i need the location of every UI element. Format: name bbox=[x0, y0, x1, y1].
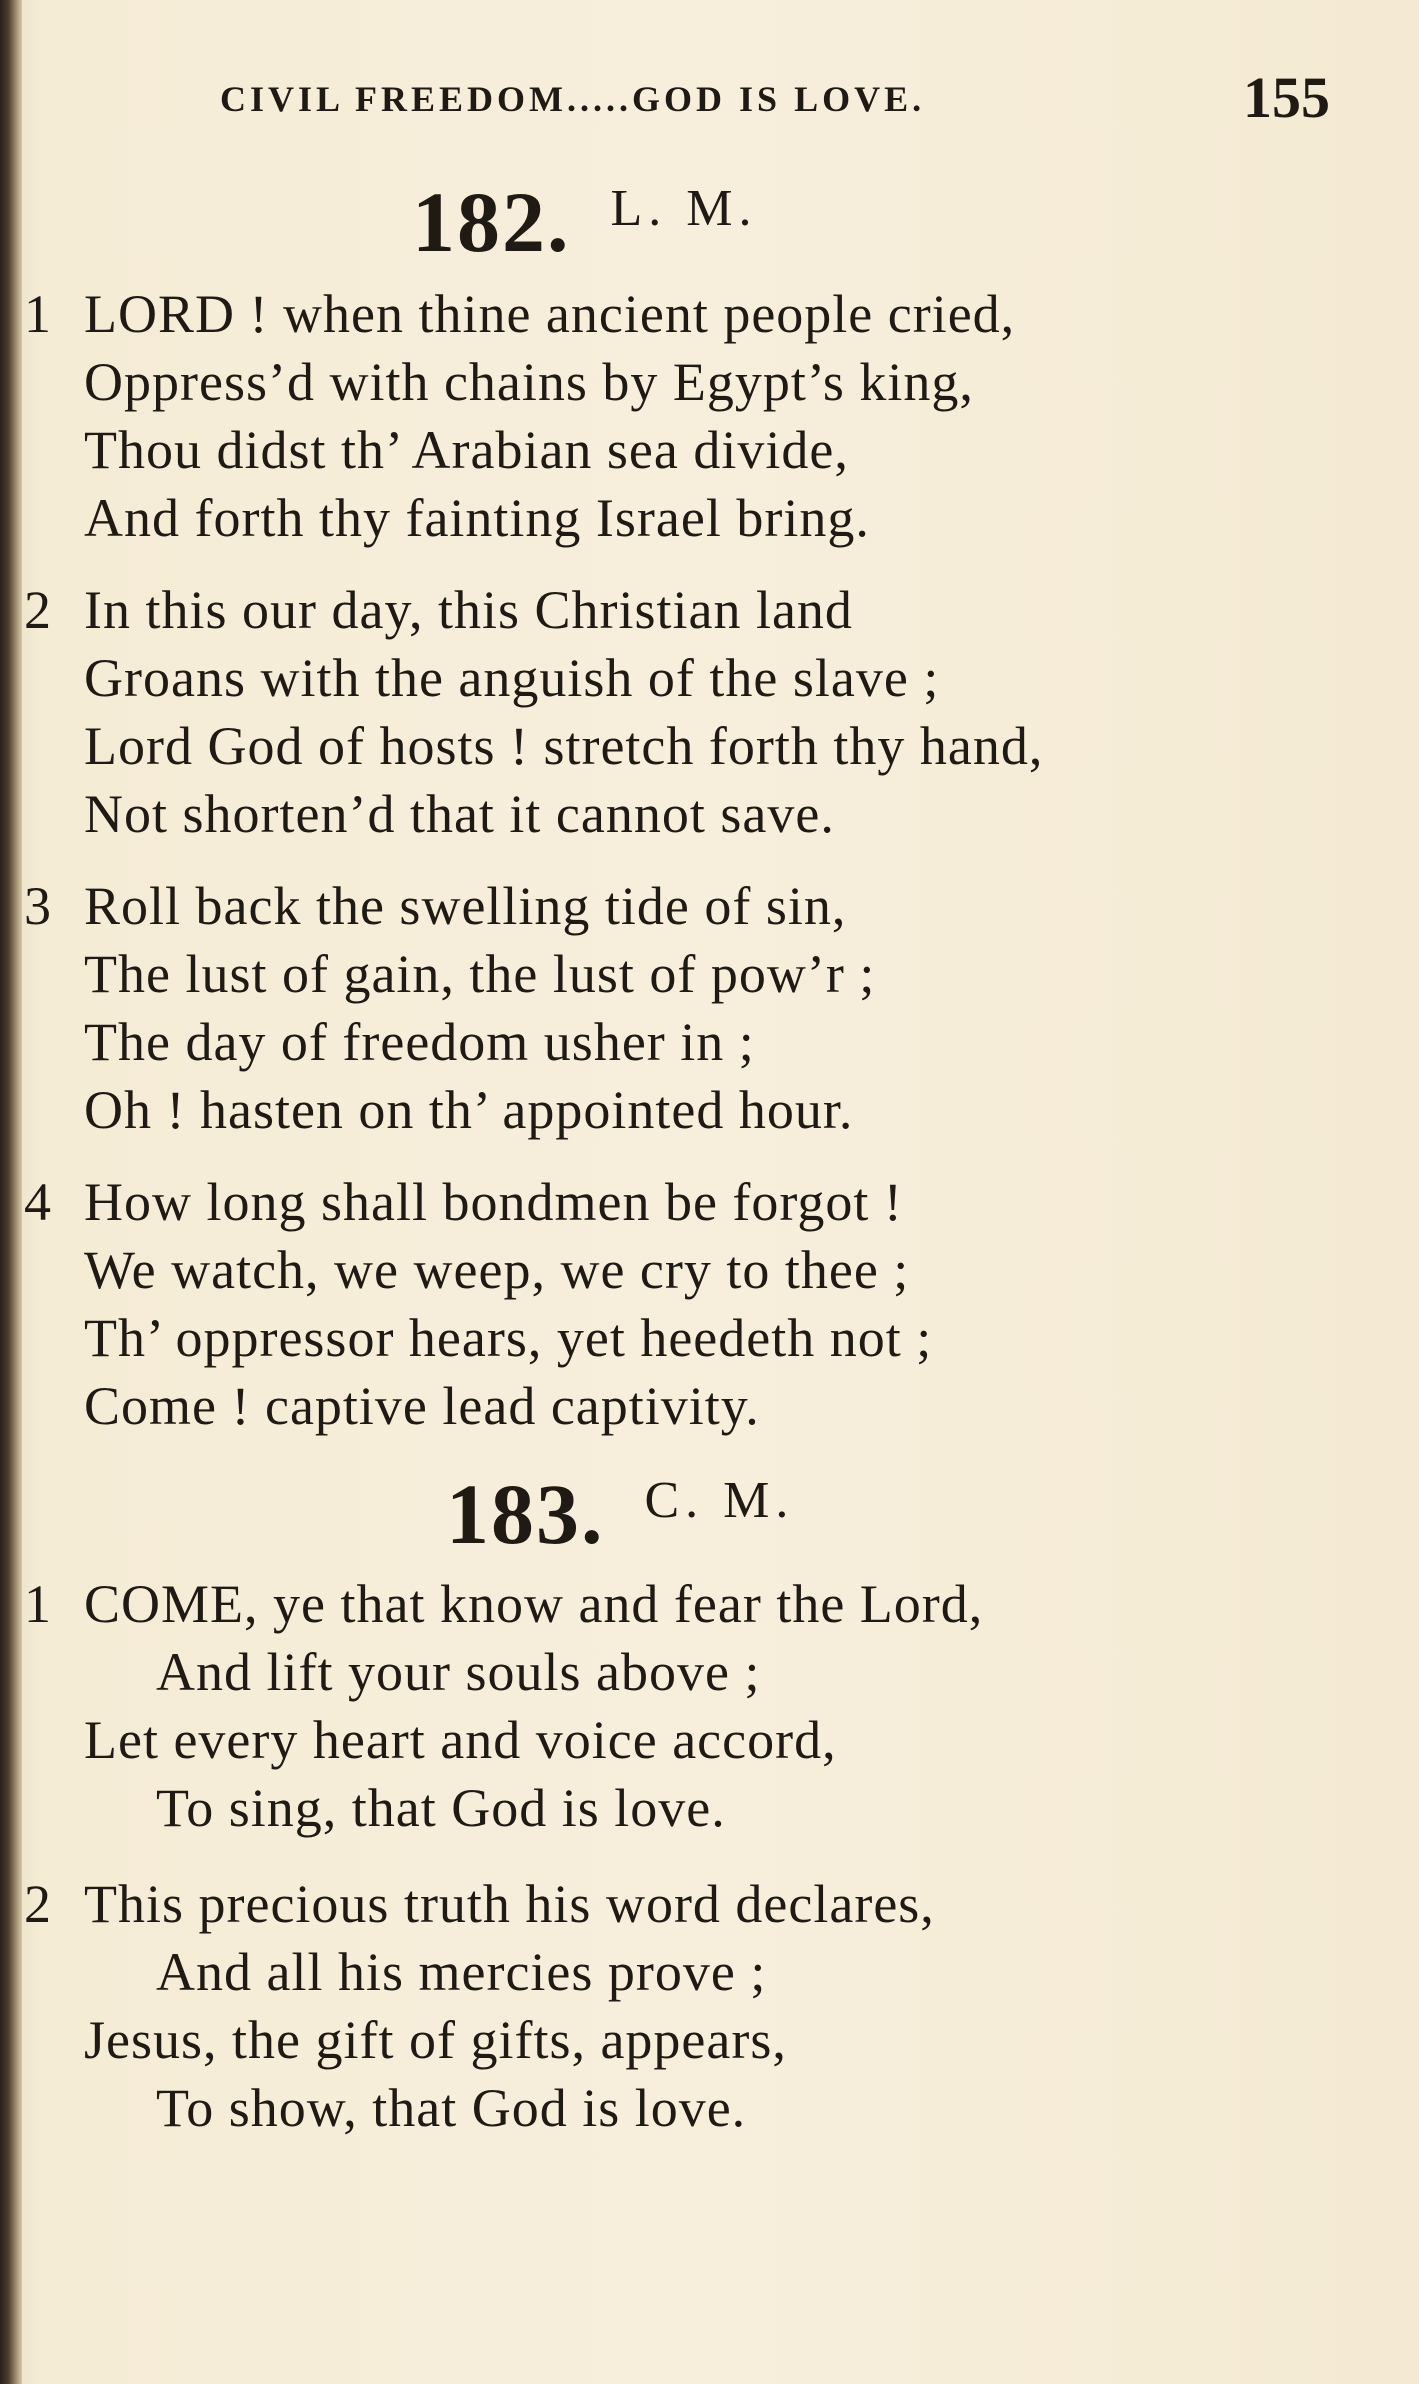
stanza-line bbox=[0, 940, 1300, 1008]
stanza-number: 2 bbox=[24, 580, 52, 640]
hymn-182-stanza-1 bbox=[0, 280, 1300, 552]
stanza-line bbox=[0, 712, 1300, 780]
hymn-number: 182. bbox=[412, 174, 571, 270]
verse-text: LORD ! when thine ancient people cried, bbox=[84, 284, 1016, 344]
stanza-line bbox=[0, 2006, 1300, 2074]
verse-text: To show, that God is love. bbox=[156, 2078, 747, 2138]
hymn-182-stanza-2 bbox=[0, 576, 1300, 848]
hymn-183-stanza-1 bbox=[0, 1570, 1300, 1842]
verse-text: We watch, we weep, we cry to thee ; bbox=[84, 1240, 910, 1300]
stanza-line bbox=[0, 2074, 1300, 2142]
hymn-182-stanza-4 bbox=[0, 1168, 1300, 1440]
verse-text: The day of freedom usher in ; bbox=[84, 1012, 755, 1072]
stanza-number: 4 bbox=[24, 1172, 52, 1232]
stanza-line bbox=[0, 1076, 1300, 1144]
verse-text: And all his mercies prove ; bbox=[156, 1942, 767, 2002]
stanza-line bbox=[0, 1168, 1300, 1236]
page-header bbox=[210, 65, 1330, 130]
verse-text: And lift your souls above ; bbox=[156, 1642, 761, 1702]
verse-text: Oh ! hasten on th’ appointed hour. bbox=[84, 1080, 854, 1140]
stanza-line bbox=[0, 484, 1300, 552]
running-title: CIVIL FREEDOM.....GOD IS LOVE. bbox=[220, 79, 926, 119]
stanza-line bbox=[0, 1236, 1300, 1304]
stanza-line bbox=[0, 1570, 1300, 1638]
stanza-line bbox=[0, 348, 1300, 416]
stanza-line bbox=[0, 644, 1300, 712]
hymn-183-stanza-2 bbox=[0, 1870, 1300, 2142]
stanza-number: 3 bbox=[24, 876, 52, 936]
hymn-182-stanza-3 bbox=[0, 872, 1300, 1144]
verse-text: Not shorten’d that it cannot save. bbox=[84, 784, 835, 844]
hymn-meter: L. M. bbox=[610, 180, 758, 237]
verse-text: Let every heart and voice accord, bbox=[84, 1710, 837, 1770]
hymn-meter: C. M. bbox=[644, 1472, 795, 1529]
stanza-line bbox=[0, 1008, 1300, 1076]
verse-text: The lust of gain, the lust of pow’r ; bbox=[84, 944, 876, 1004]
stanza-line bbox=[0, 1870, 1300, 1938]
stanza-line bbox=[0, 1938, 1300, 2006]
stanza-line bbox=[0, 416, 1300, 484]
stanza-line bbox=[0, 872, 1300, 940]
verse-text: This precious truth his word declares, bbox=[84, 1874, 935, 1934]
verse-text: Roll back the swelling tide of sin, bbox=[84, 876, 847, 936]
hymn-number: 183. bbox=[446, 1466, 605, 1562]
verse-text: Groans with the anguish of the slave ; bbox=[84, 648, 940, 708]
verse-text: Lord God of hosts ! stretch forth thy hand, bbox=[84, 716, 1044, 776]
stanza-line bbox=[0, 1774, 1300, 1842]
stanza-number: 2 bbox=[24, 1874, 52, 1934]
stanza-number: 1 bbox=[24, 1574, 52, 1634]
page-number: 155 bbox=[1243, 65, 1330, 130]
stanza-line bbox=[0, 576, 1300, 644]
stanza-line bbox=[0, 280, 1300, 348]
verse-text: Oppress’d with chains by Egypt’s king, bbox=[84, 352, 974, 412]
stanza-line bbox=[0, 1304, 1300, 1372]
verse-text: Come ! captive lead captivity. bbox=[84, 1376, 760, 1436]
verse-text: Th’ oppressor hears, yet heedeth not ; bbox=[84, 1308, 933, 1368]
stanza-line bbox=[0, 1638, 1300, 1706]
verse-text: Thou didst th’ Arabian sea divide, bbox=[84, 420, 849, 480]
stanza-line bbox=[0, 780, 1300, 848]
hymn-182-heading bbox=[412, 172, 758, 272]
stanza-number: 1 bbox=[24, 284, 52, 344]
verse-text: And forth thy fainting Israel bring. bbox=[84, 488, 870, 548]
verse-text: COME, ye that know and fear the Lord, bbox=[84, 1574, 984, 1634]
verse-text: How long shall bondmen be forgot ! bbox=[84, 1172, 903, 1232]
stanza-line bbox=[0, 1706, 1300, 1774]
verse-text: To sing, that God is love. bbox=[156, 1778, 726, 1838]
verse-text: In this our day, this Christian land bbox=[84, 580, 853, 640]
hymn-183-heading bbox=[446, 1464, 794, 1564]
stanza-line bbox=[0, 1372, 1300, 1440]
verse-text: Jesus, the gift of gifts, appears, bbox=[84, 2010, 787, 2070]
